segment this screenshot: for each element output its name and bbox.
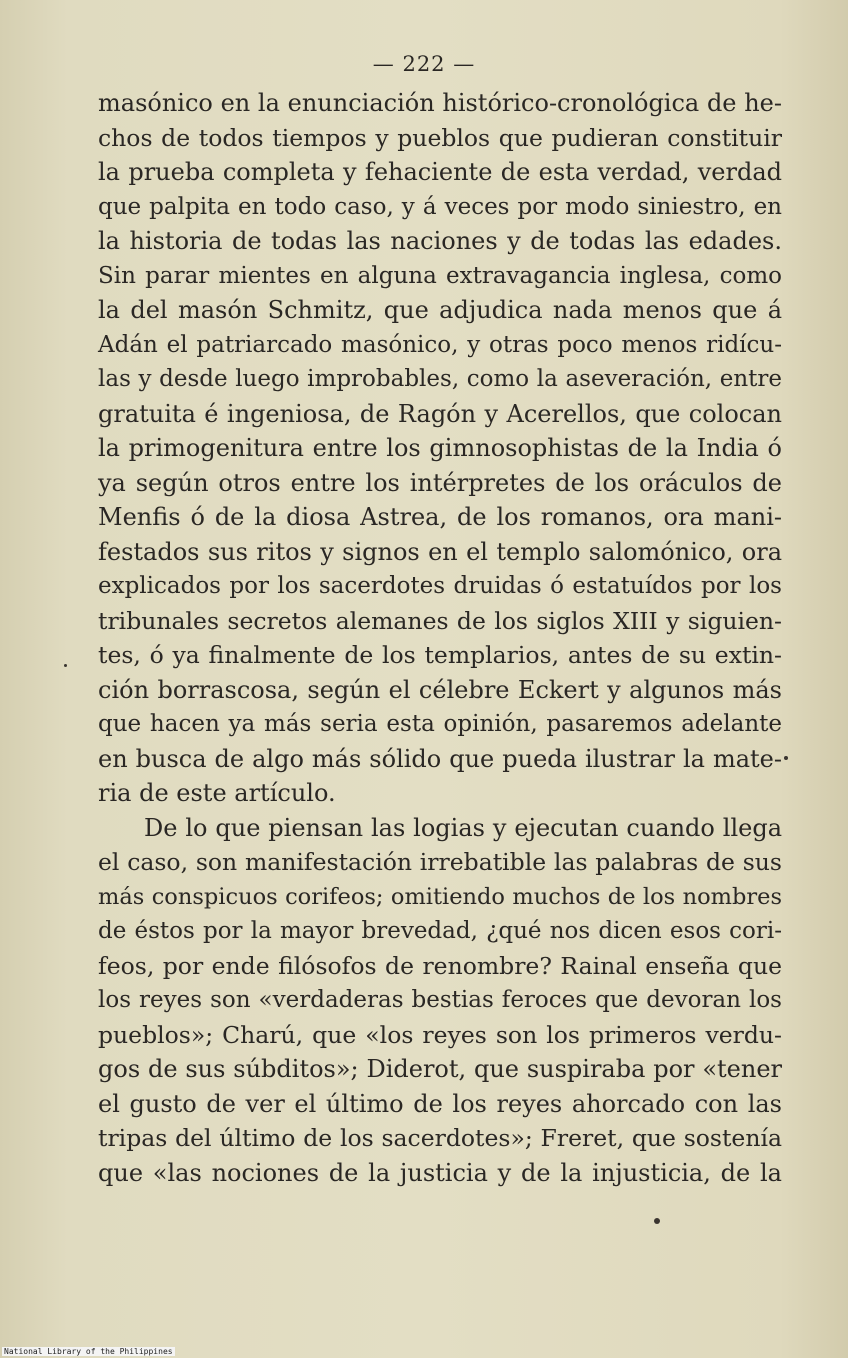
- text-line: el caso, son manifestación irrebatible las palabras de sus: [98, 848, 782, 876]
- text-line: Sin parar mientes en alguna extravagancia inglesa, como: [98, 262, 782, 289]
- text-line: ria de este artículo.: [98, 779, 336, 807]
- text-line: gratuita é ingeniosa, de Ragón y Acerellos, que colocan: [98, 399, 782, 428]
- text-line: ya según otros entre los intérpretes de los oráculos de: [98, 468, 782, 497]
- text-line: que «las nociones de la justicia y de la injusticia, de la: [98, 1158, 782, 1187]
- text-line: la prueba completa y fehaciente de esta verdad, verdad: [98, 158, 782, 186]
- text-line: ción borrascosa, según el célebre Eckert y algunos más: [98, 675, 782, 704]
- text-line: en busca de algo más sólido que pueda ilustrar la mate-: [98, 744, 782, 773]
- body-text: [98, 86, 782, 1190]
- text-line: las y desde luego improbables, como la aseveración, entre: [98, 366, 782, 392]
- text-line: feos, por ende filósofos de renombre? Rainal enseña que: [98, 951, 782, 980]
- text-line: la historia de todas las naciones y de todas las edades.: [98, 227, 782, 255]
- page-number: — 222 —: [372, 52, 476, 76]
- text-line: pueblos»; Charú, que «los reyes son los primeros verdu-: [98, 1020, 782, 1049]
- text-line: los reyes son «verdaderas bestias feroces que devoran los: [98, 987, 782, 1013]
- text-line: Adán el patriarcado masónico, y otras poco menos ridícu-: [98, 331, 782, 358]
- text-line: la primogenitura entre los gimnosophistas de la India ó: [98, 434, 782, 462]
- text-line: de éstos por la mayor brevedad, ¿qué nos dicen esos cori-: [98, 918, 782, 944]
- text-line: Menfis ó de la diosa Astrea, de los romanos, ora mani-: [98, 503, 782, 531]
- paragraph-first-line: De lo que piensan las logias y ejecutan cuando llega: [144, 813, 782, 842]
- ink-speck: [64, 664, 67, 667]
- text-line: festados sus ritos y signos en el templo salomónico, ora: [98, 537, 782, 566]
- text-line: la del masón Schmitz, que adjudica nada menos que á: [98, 296, 782, 324]
- text-line: tribunales secretos alemanes de los siglos XIII y siguien-: [98, 606, 782, 635]
- text-line: masónico en la enunciación histórico-cronológica de he-: [98, 89, 782, 117]
- text-line: que palpita en todo caso, y á veces por modo siniestro, en: [98, 193, 782, 220]
- text-line: gos de sus súbditos»; Diderot, que suspiraba por «tener: [98, 1055, 782, 1083]
- text-line: tes, ó ya finalmente de los templarios, antes de su extin-: [98, 641, 782, 669]
- ink-speck: [784, 756, 788, 760]
- text-line: más conspicuos corifeos; omitiendo muchos de los nombres: [98, 883, 782, 910]
- text-line: que hacen ya más seria esta opinión, pasaremos adelante: [98, 711, 782, 737]
- ink-speck: [654, 1218, 660, 1224]
- text-line: el gusto de ver el último de los reyes ahorcado con las: [98, 1089, 782, 1118]
- text-line: chos de todos tiempos y pueblos que pudieran constituir: [98, 123, 782, 152]
- text-line: explicados por los sacerdotes druidas ó estatuídos por los: [98, 573, 782, 599]
- text-line: tripas del último de los sacerdotes»; Freret, que sostenía: [98, 1124, 782, 1152]
- footer-credit: National Library of the Philippines: [4, 1347, 173, 1356]
